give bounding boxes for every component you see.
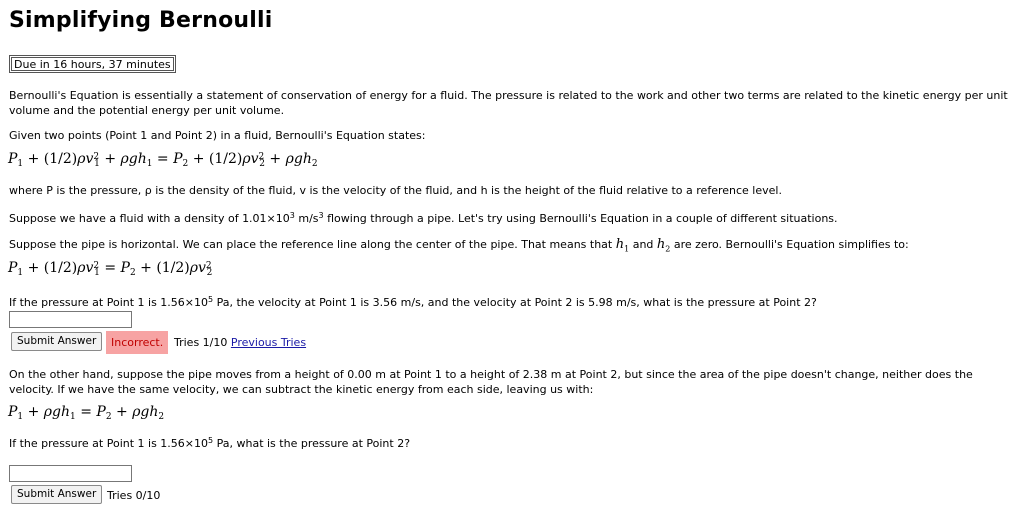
question-2-submit-button[interactable]: Submit Answer [11,485,102,504]
vertical-pipe-paragraph: On the other hand, suppose the pipe moves from a height of 0.00 m at Point 1 to a height of 2.38 m at Point 2, but since the area of the pipe doesn't change, neither does the velocity. If we have the same velocity, we can subtract the kinetic energy from each side, leaving us with: [9,368,973,396]
question-1-submit-button[interactable]: Submit Answer [11,332,102,351]
q2-text-a: If the pressure at Point 1 is 1.56×10 [9,437,209,450]
horizontal-text-b: are zero. Bernoulli's Equation simplifies to: [670,238,909,251]
page-title: Simplifying Bernoulli [9,8,273,33]
density-text-b: m/s [294,212,319,225]
h2-symbol: $h_2$ [656,237,671,254]
density-text-c: flowing through a pipe. Let's try using Bernoulli's Equation in a couple of different situations. [323,212,838,225]
question-1-text [9,295,1014,310]
question-1-answer-input[interactable] [9,311,132,328]
question-2-answer-input[interactable] [9,465,132,482]
question-1-tries [174,335,306,350]
incorrect-status-badge: Incorrect. [106,331,168,354]
density-statement [9,211,1014,226]
due-date-box [9,55,176,73]
horizontal-text-a: Suppose the pipe is horizontal. We can place the reference line along the center of the pipe. That means that [9,238,616,251]
density-unit-exponent: 3 [318,211,324,220]
given-two-points-text: Given two points (Point 1 and Point 2) in a fluid, Bernoulli's Equation states: [9,129,426,142]
density-text-a: Suppose we have a fluid with a density of 1.01×10 [9,212,290,225]
variable-definitions-text: where P is the pressure, ρ is the density of the fluid, v is the velocity of the fluid, and h is the height of the fluid relative to a reference level. [9,184,782,197]
q1-exponent: 5 [208,295,214,304]
bernoulli-equation-full: $P_1 + (1/2)\rho v^2_1 + \rho gh_1 = P_2 + (1/2)\rho v^2_2 + \rho gh_2$ [8,151,318,169]
q1-text-b: Pa, the velocity at Point 1 is 3.56 m/s, and the velocity at Point 2 is 5.98 m/s, what is the pressure at Point 2? [213,296,817,309]
q2-exponent: 5 [208,436,214,445]
question-1-tries-count: Tries 1/10 [174,336,228,349]
h1-symbol: $h_1$ [615,237,630,254]
bernoulli-equation-horizontal: $P_1 + (1/2)\rho v^2_1 = P_2 + (1/2)\rho v^2_2$ [8,260,213,278]
density-exponent: 3 [289,211,295,220]
horizontal-text-and: and [629,238,657,251]
intro-paragraph: Bernoulli's Equation is essentially a statement of conservation of energy for a fluid. The pressure is related to the work and other two terms are related to the kinetic energy per unit volume and the potential energy per unit volume. [9,89,1008,117]
previous-tries-link[interactable]: Previous Tries [230,336,307,349]
q2-text-b: Pa, what is the pressure at Point 2? [213,437,411,450]
question-2-text [9,436,1014,451]
question-2-tries: Tries 0/10 [107,489,161,502]
bernoulli-equation-vertical: $P_1 + \rho gh_1 = P_2 + \rho gh_2$ [8,404,165,422]
q1-text-a: If the pressure at Point 1 is 1.56×10 [9,296,209,309]
due-date-text: Due in 16 hours, 37 minutes [11,57,174,71]
horizontal-pipe-statement [9,237,1014,257]
